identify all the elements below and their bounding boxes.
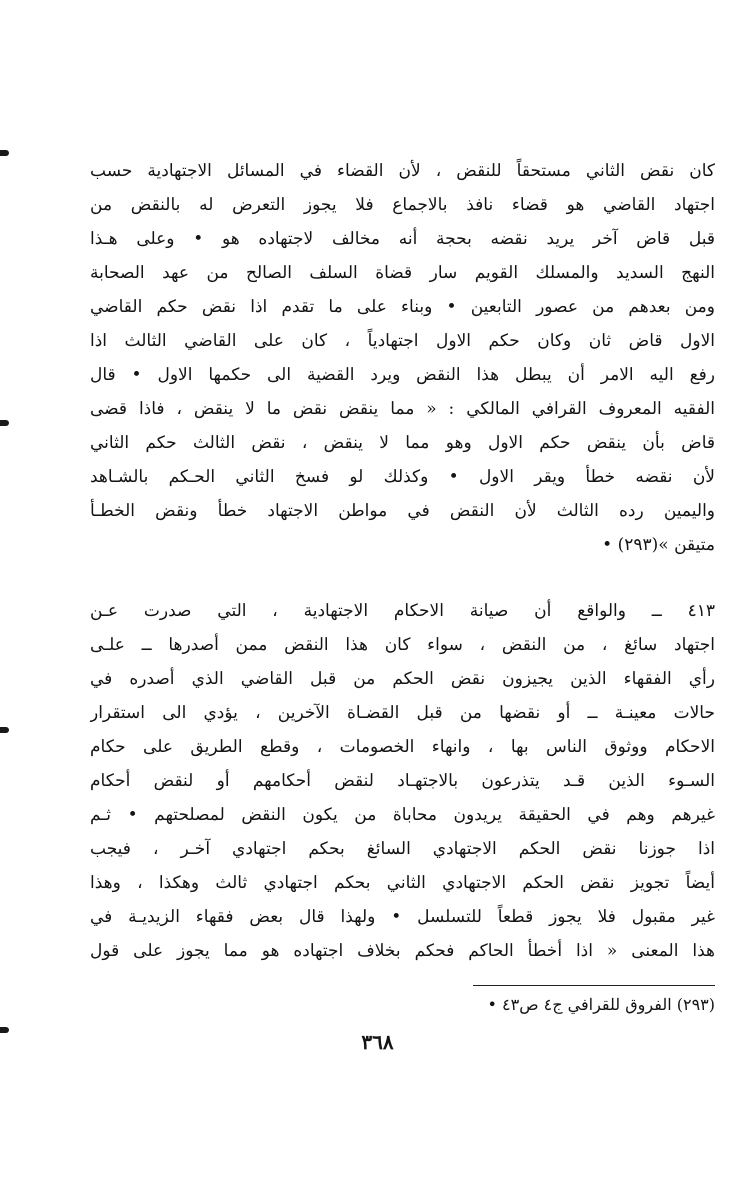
text-line: اجتهاد سائغ ، من النقض ، سواء كان هذا النقض ممن أصدرها ــ علـى bbox=[90, 635, 715, 655]
text-line: السـوء الذين قـد يتذرعون بالاجتهـاد لنقض أحكامهم أو لنقض أحكام bbox=[90, 771, 715, 791]
text-line: ٤١٣ ــ والواقع أن صيانة الاحكام الاجتهادية ، التي صدرت عـن bbox=[90, 601, 715, 621]
text-line: الاول قاض ثان وكان حكم الاول اجتهادياً ، كان على القاضي الثالث اذا bbox=[90, 331, 715, 351]
text-line: النهج السديد والمسلك القويم سار قضاة السلف الصالح من عهد الصحابة bbox=[90, 263, 715, 283]
text-line: أيضاً تجويز نقض الحكم الاجتهادي الثاني بحكم اجتهادي ثالث وهكذا ، وهذا bbox=[90, 873, 715, 893]
paragraph-2 bbox=[90, 594, 715, 968]
text-line: ومن بعدهم من عصور التابعين • وبناء على ما تقدم اذا نقض حكم القاضي bbox=[90, 297, 715, 317]
text-line: رأي الفقهاء الذين يجيزون نقض الحكم من قبل القاضي الذي أصدره في bbox=[90, 669, 715, 689]
text-line: هذا المعنى « اذا أخطأ الحاكم فحكم بخلاف اجتهاده هو مما يجوز على قول bbox=[90, 941, 715, 961]
text-line: متيقن »(٢٩٣) • bbox=[602, 535, 715, 555]
page-number: ٣٦٨ bbox=[361, 1030, 394, 1054]
text-line: قبل قاض آخر يريد نقضه بحجة أنه مخالف لاجتهاده هو • وعلى هـذا bbox=[90, 229, 715, 249]
binding-mark bbox=[0, 150, 9, 156]
text-line: لأن نقضه خطأ ويقر الاول • وكذلك لو فسخ الثاني الحـكم بالشـاهد bbox=[90, 467, 715, 487]
binding-mark bbox=[0, 727, 9, 733]
text-line: اذا جوزنا نقض الحكم الاجتهادي السائغ بحكم اجتهادي آخـر ، فيجب bbox=[90, 839, 715, 859]
text-line: اجتهاد القاضي هو قضاء نافذ بالاجماع فلا يجوز التعرض له بالنقض من bbox=[90, 195, 715, 215]
paragraph-1 bbox=[90, 154, 715, 562]
binding-mark bbox=[0, 420, 9, 426]
text-line: الاحكام ووثوق الناس بها ، وانهاء الخصومات ، وقطع الطريق على حكام bbox=[90, 737, 715, 757]
text-line: الفقيه المعروف القرافي المالكي : « مما ينقض نقض ما لا ينقض ، فاذا قضى bbox=[90, 399, 715, 419]
text-line: رفع اليه الامر أن يبطل هذا النقض ويرد القضية الى حكمها الاول • قال bbox=[90, 365, 715, 385]
text-line: غيرهم وهم في الحقيقة يريدون محاباة من يكون النقض لمصلحتهم • ثـم bbox=[90, 805, 715, 825]
text-line: كان نقض الثاني مستحقاً للنقض ، لأن القضاء في المسائل الاجتهادية حسب bbox=[90, 161, 715, 181]
text-line: واليمين رده الثالث لأن النقض في مواطن الاجتهاد خطأ ونقض الخطـأ bbox=[90, 501, 715, 521]
text-line: غير مقبول فلا يجوز قطعاً للتسلسل • ولهذا قال بعض فقهاء الزيديـة في bbox=[90, 907, 715, 927]
footnote: (٢٩٣) الفروق للقرافي ج٤ ص٤٣ • bbox=[487, 995, 715, 1014]
text-line: حالات معينـة ــ أو نقضها من قبل القضـاة الآخرين ، يؤدي الى استقرار bbox=[90, 703, 715, 723]
text-line: قاض بأن ينقض حكم الاول وهو مما لا ينقض ، نقض الثالث حكم الثاني bbox=[90, 433, 715, 453]
footnote-separator bbox=[473, 985, 715, 986]
